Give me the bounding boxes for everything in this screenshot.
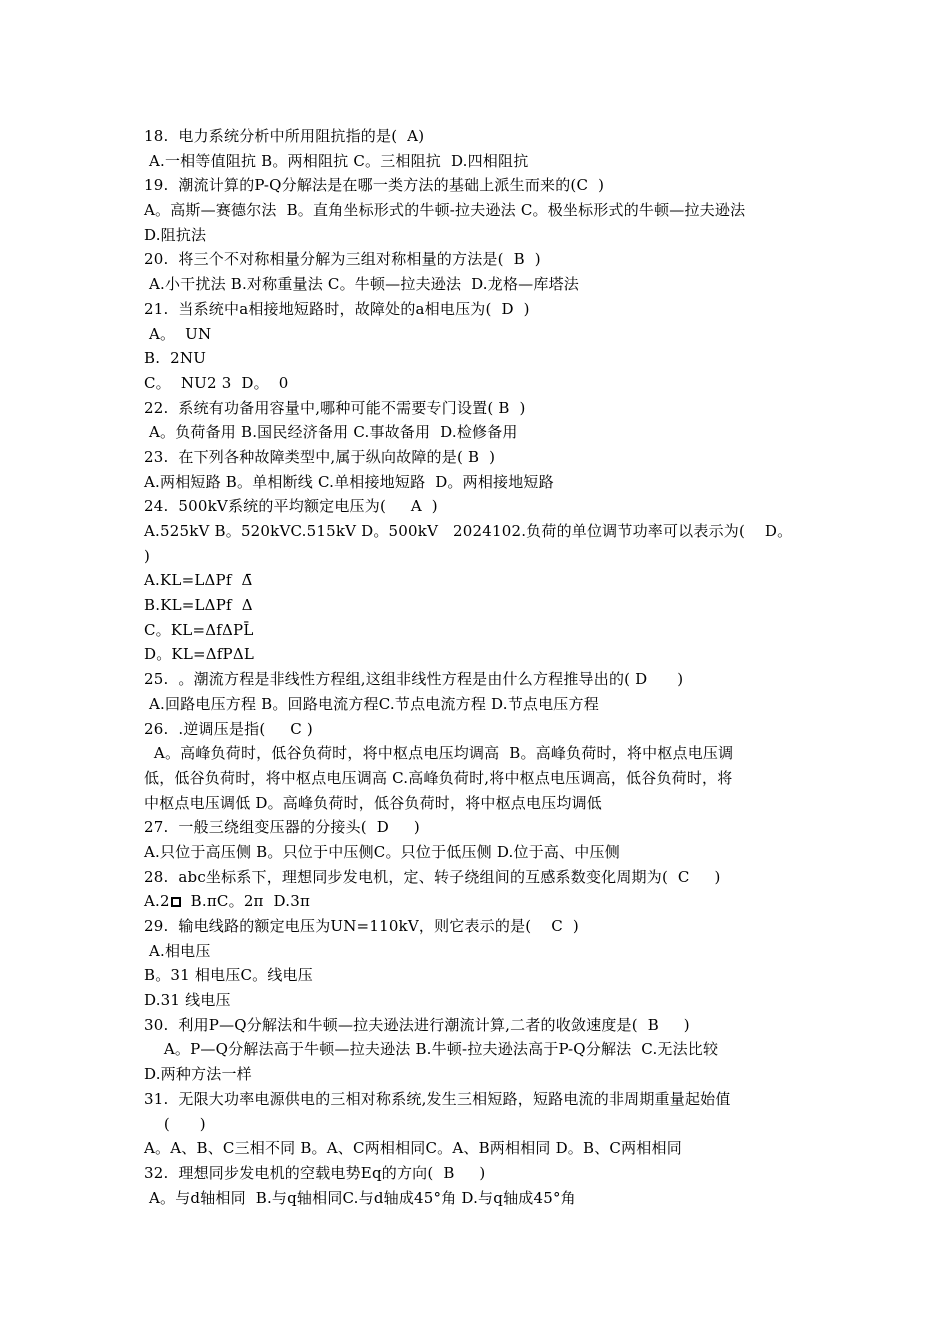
question-29-option-bc: B。31 相电压C。线电压 [144,966,313,985]
question-32-options: A。与d轴相同 B.与q轴相同C.与d轴成45°角 D.与q轴成45°角 [144,1188,576,1207]
question-30-options: A。P—Q分解法高于牛顿—拉夫逊法 B.牛顿-拉夫逊法高于P-Q分解法 C.无法比较 [144,1040,719,1059]
question-26: 26. .逆调压是指( C ) [144,719,313,738]
question-31-cont: ( ) [144,1114,206,1133]
question-28: 28. abc坐标系下，理想同步发电机，定、转子绕组间的互感系数变化周期为( C ) [144,867,721,886]
question-22-options: A。负荷备用 B.国民经济备用 C.事故备用 D.检修备用 [144,423,518,442]
formula-option-a: A.KL=LΔPf Δ̄ [144,571,253,590]
question-24-options-cont: ) [144,546,151,565]
question-text-block [144,124,812,1210]
question-27: 27. 一般三绕组变压器的分接头( D ) [144,818,420,837]
question-28-options [144,889,812,914]
question-19: 19. 潮流计算的P-Q分解法是在哪一类方法的基础上派生而来的(C ) [144,176,605,195]
question-21-option-cd: C。 NU2 3 D。 0 [144,373,289,392]
question-25: 25. 。潮流方程是非线性方程组,这组非线性方程是由什么方程推导出的( D ) [144,670,684,689]
question-24: 24. 500kV系统的平均额定电压为( A ) [144,497,438,516]
question-27-options: A.只位于高压侧 B。只位于中压侧C。只位于低压侧 D.位于高、中压侧 [144,842,620,861]
question-31: 31. 无限大功率电源供电的三相对称系统,发生三相短路，短路电流的非周期重量起始值 [144,1089,731,1108]
missing-glyph-box-icon [171,897,181,907]
question-19-options: A。高斯—赛德尔法 B。直角坐标形式的牛顿-拉夫逊法 C。极坐标形式的牛顿—拉夫逊法 [144,201,746,220]
question-18: 18. 电力系统分析中所用阻抗指的是( A) [144,127,425,145]
question-24-options: A.525kV B。520kVC.515kV D。500kV 2024102.负荷的单位调节功率可以表示为( D。 [144,522,793,540]
question-19-options-cont: D.阻抗法 [144,225,207,244]
question-29: 29. 输电线路的额定电压为UN=110kV，则它表示的是( C ) [144,917,579,935]
question-28-options-rest: B.πC。2π D.3π [180,892,311,911]
question-22: 22. 系统有功备用容量中,哪种可能不需要专门设置( B ) [144,398,526,417]
question-32: 32. 理想同步发电机的空载电势Eq的方向( B ) [144,1163,486,1182]
question-21-option-b: B. 2NU [144,349,207,368]
question-29-option-d: D.31 线电压 [144,991,231,1010]
question-26-options-1: A。高峰负荷时，低谷负荷时，将中枢点电压均调高 B。高峰负荷时，将中枢点电压调 [144,744,734,763]
question-21-option-a: A。 UN [144,324,212,343]
question-26-options-3: 中枢点电压调低 D。高峰负荷时，低谷负荷时，将中枢点电压均调低 [144,793,602,812]
question-30: 30. 利用P—Q分解法和牛顿—拉夫逊法进行潮流计算,二者的收敛速度是( B ) [144,1015,690,1034]
question-23-options: A.两相短路 B。单相断线 C.单相接地短路 D。两相接地短路 [144,472,554,491]
formula-option-c: C。KL=ΔfΔPL̄ [144,620,254,639]
question-28-option-a: A.2 [144,892,170,911]
formula-option-b: B.KL=LΔPf Δ [144,596,253,615]
question-31-options: A。A、B、C三相不同 B。A、C两相相同C。A、B两相相同 D。B、C两相相同 [144,1139,682,1158]
question-29-option-a: A.相电压 [144,941,211,960]
question-26-options-2: 低，低谷负荷时，将中枢点电压调高 C.高峰负荷时,将中枢点电压调高，低谷负荷时，将 [144,768,733,787]
question-18-options: A.一相等值阻抗 B。两相阻抗 C。三相阻抗 D.四相阻抗 [144,151,529,170]
question-30-options-cont: D.两种方法一样 [144,1065,252,1084]
question-20: 20. 将三个不对称相量分解为三组对称相量的方法是( B ) [144,250,541,269]
formula-option-d: D。KL=ΔfPΔL [144,645,255,664]
question-21: 21. 当系统中a相接地短路时，故障处的a相电压为( D ) [144,299,530,318]
question-23: 23. 在下列各种故障类型中,属于纵向故障的是( B ) [144,447,496,466]
question-25-options: A.回路电压方程 B。回路电流方程C.节点电流方程 D.节点电压方程 [144,694,599,713]
question-20-options: A.小干扰法 B.对称重量法 C。牛顿—拉夫逊法 D.龙格—库塔法 [144,275,579,294]
